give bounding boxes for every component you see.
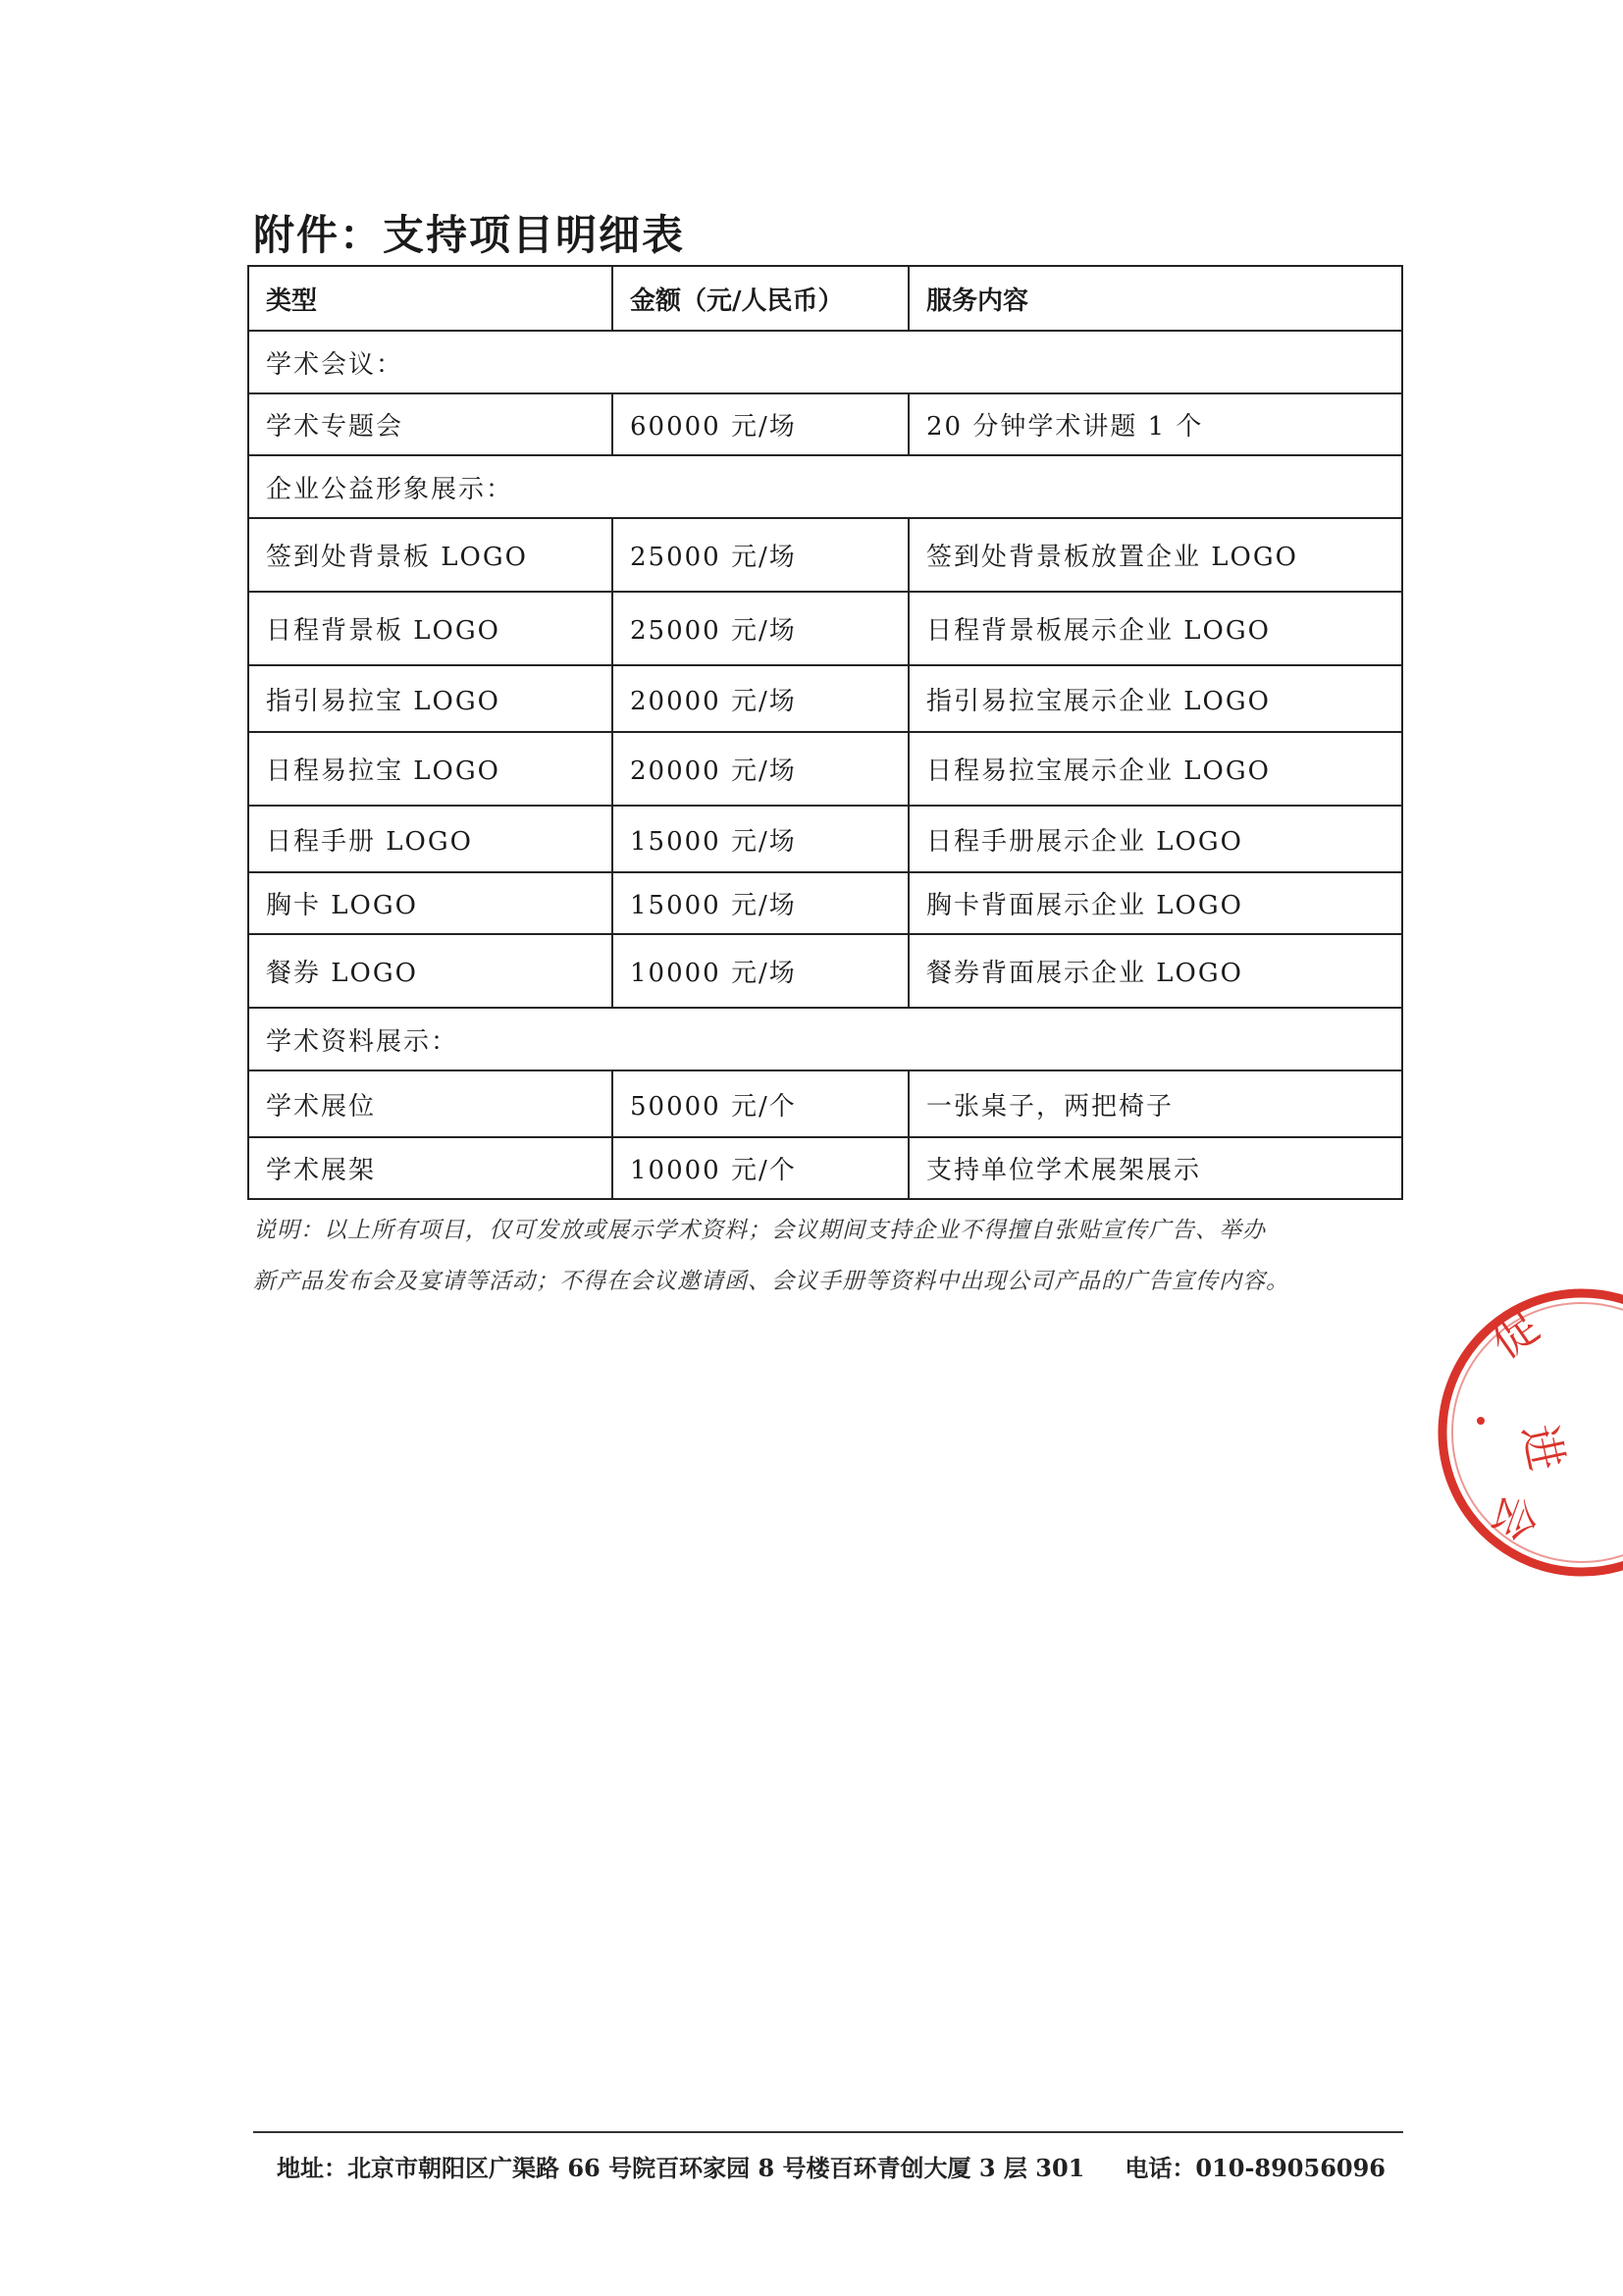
section-label: 企业公益形象展示： [248,455,1402,518]
cell-service: 胸卡背面展示企业 LOGO [909,872,1402,934]
cell-amount: 20000 元/场 [612,665,909,732]
table-row [248,732,1402,806]
column-header-type: 类型 [248,266,612,331]
cell-amount: 20000 元/场 [612,732,909,806]
section-row-academic-materials [248,1008,1402,1070]
cell-type: 指引易拉宝 LOGO [248,665,612,732]
seal-char-1: 促 [1481,1299,1548,1370]
cell-service: 日程背景板展示企业 LOGO [909,592,1402,665]
support-items-table [247,265,1403,1200]
section-row-academic-meeting [248,331,1402,393]
explanatory-note [253,1205,1382,1307]
column-header-amount: 金额（元/人民币） [612,266,909,331]
cell-amount: 10000 元/个 [612,1137,909,1199]
section-row-corporate-image [248,455,1402,518]
seal-dot [1477,1417,1485,1425]
cell-type: 签到处背景板 LOGO [248,518,612,592]
cell-amount: 25000 元/场 [612,592,909,665]
cell-type: 学术展架 [248,1137,612,1199]
page-footer [277,2149,1386,2183]
cell-type: 日程背景板 LOGO [248,592,612,665]
footer-address: 地址：北京市朝阳区广渠路 66 号院百环家园 8 号楼百环青创大厦 3 层 301 [277,2154,1085,2182]
cell-type: 学术专题会 [248,393,612,455]
cell-amount: 60000 元/场 [612,393,909,455]
page-title: 附件：支持项目明细表 [253,211,686,259]
cell-service: 签到处背景板放置企业 LOGO [909,518,1402,592]
note-line: 新产品发布会及宴请等活动；不得在会议邀请函、会议手册等资料中出现公司产品的广告宣传内容。 [253,1269,1289,1294]
table-row [248,806,1402,872]
footer-phone: 电话：010-89056096 [1125,2154,1386,2182]
section-label: 学术会议： [248,331,1402,393]
seal-char-3: 会 [1481,1487,1547,1548]
cell-service: 指引易拉宝展示企业 LOGO [909,665,1402,732]
official-seal [1425,1276,1623,1590]
table-row [248,393,1402,455]
table-row [248,934,1402,1008]
section-label: 学术资料展示： [248,1008,1402,1070]
table-row [248,665,1402,732]
cell-service: 一张桌子，两把椅子 [909,1070,1402,1137]
seal-char-2: 进 [1512,1420,1574,1476]
cell-amount: 25000 元/场 [612,518,909,592]
table-header-row [248,266,1402,331]
cell-amount: 15000 元/场 [612,872,909,934]
cell-service: 20 分钟学术讲题 1 个 [909,393,1402,455]
cell-type: 胸卡 LOGO [248,872,612,934]
table-row [248,518,1402,592]
cell-type: 餐券 LOGO [248,934,612,1008]
table-row [248,1070,1402,1137]
cell-type: 学术展位 [248,1070,612,1137]
table-row [248,1137,1402,1199]
note-line: 说明：以上所有项目，仅可发放或展示学术资料；会议期间支持企业不得擅自张贴宣传广告、举办 [253,1218,1266,1243]
cell-service: 支持单位学术展架展示 [909,1137,1402,1199]
cell-amount: 10000 元/场 [612,934,909,1008]
table-row [248,872,1402,934]
cell-amount: 50000 元/个 [612,1070,909,1137]
cell-service: 日程易拉宝展示企业 LOGO [909,732,1402,806]
table-row [248,592,1402,665]
column-header-service: 服务内容 [909,266,1402,331]
cell-amount: 15000 元/场 [612,806,909,872]
cell-type: 日程手册 LOGO [248,806,612,872]
cell-service: 餐券背面展示企业 LOGO [909,934,1402,1008]
cell-type: 日程易拉宝 LOGO [248,732,612,806]
footer-divider [253,2131,1403,2133]
cell-service: 日程手册展示企业 LOGO [909,806,1402,872]
